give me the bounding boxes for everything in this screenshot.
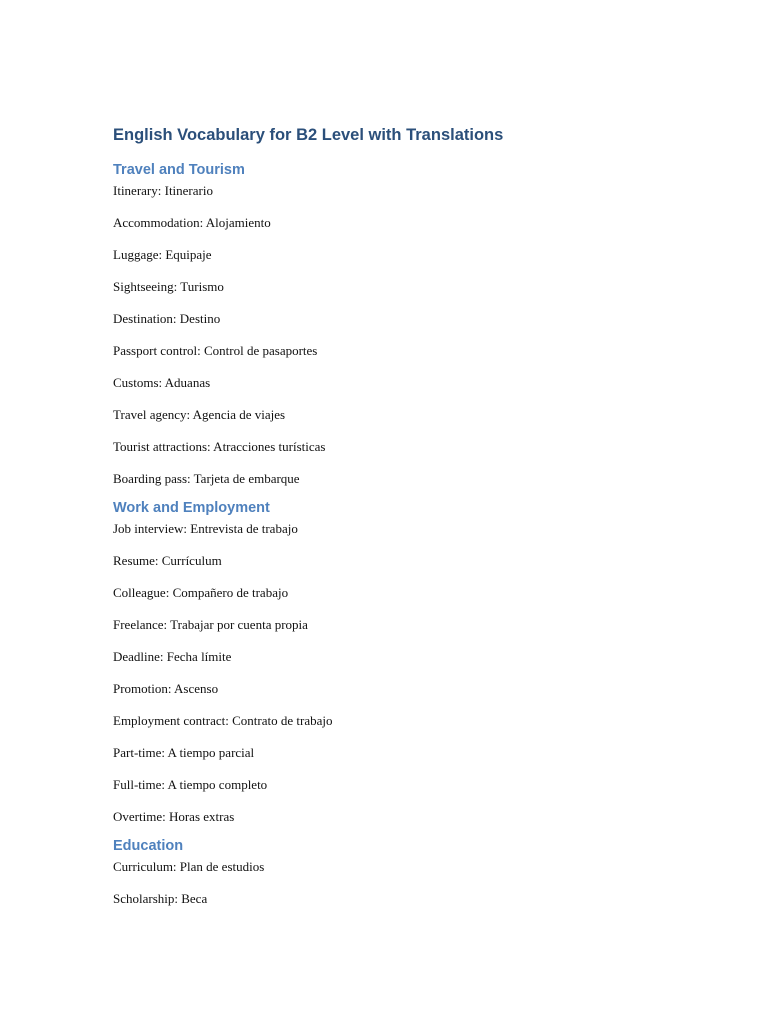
vocab-item: Curriculum: Plan de estudios	[113, 859, 265, 874]
section-heading: Work and Employment	[113, 500, 270, 516]
section-heading: Education	[113, 838, 184, 854]
vocab-item: Colleague: Compañero de trabajo	[113, 585, 289, 600]
vocab-item: Scholarship: Beca	[113, 891, 208, 906]
vocab-item: Destination: Destino	[113, 311, 221, 326]
vocab-item: Part-time: A tiempo parcial	[113, 745, 255, 760]
vocab-item: Boarding pass: Tarjeta de embarque	[113, 471, 300, 486]
vocab-item: Promotion: Ascenso	[113, 681, 219, 696]
vocab-item: Tourist attractions: Atracciones turísticas	[113, 439, 326, 454]
vocab-item: Luggage: Equipaje	[113, 247, 212, 262]
vocab-item: Sightseeing: Turismo	[113, 279, 224, 294]
vocab-item: Job interview: Entrevista de trabajo	[113, 521, 298, 536]
section-education	[113, 836, 673, 908]
vocab-item: Freelance: Trabajar por cuenta propia	[113, 617, 308, 632]
document-content	[113, 124, 673, 918]
vocab-item: Deadline: Fecha límite	[113, 649, 232, 664]
vocab-item: Resume: Currículum	[113, 553, 222, 568]
vocab-item: Full-time: A tiempo completo	[113, 777, 268, 792]
vocab-item: Customs: Aduanas	[113, 375, 211, 390]
section-heading: Travel and Tourism	[113, 162, 245, 178]
document-title: English Vocabulary for B2 Level with Translations	[113, 126, 504, 144]
vocab-item: Accommodation: Alojamiento	[113, 215, 271, 230]
section-work-and-employment	[113, 498, 673, 826]
vocab-item: Employment contract: Contrato de trabajo	[113, 713, 333, 728]
vocab-item: Travel agency: Agencia de viajes	[113, 407, 286, 422]
vocab-item: Itinerary: Itinerario	[113, 183, 213, 198]
vocab-item: Passport control: Control de pasaportes	[113, 343, 318, 358]
vocab-item: Overtime: Horas extras	[113, 809, 235, 824]
section-travel-and-tourism	[113, 160, 673, 488]
